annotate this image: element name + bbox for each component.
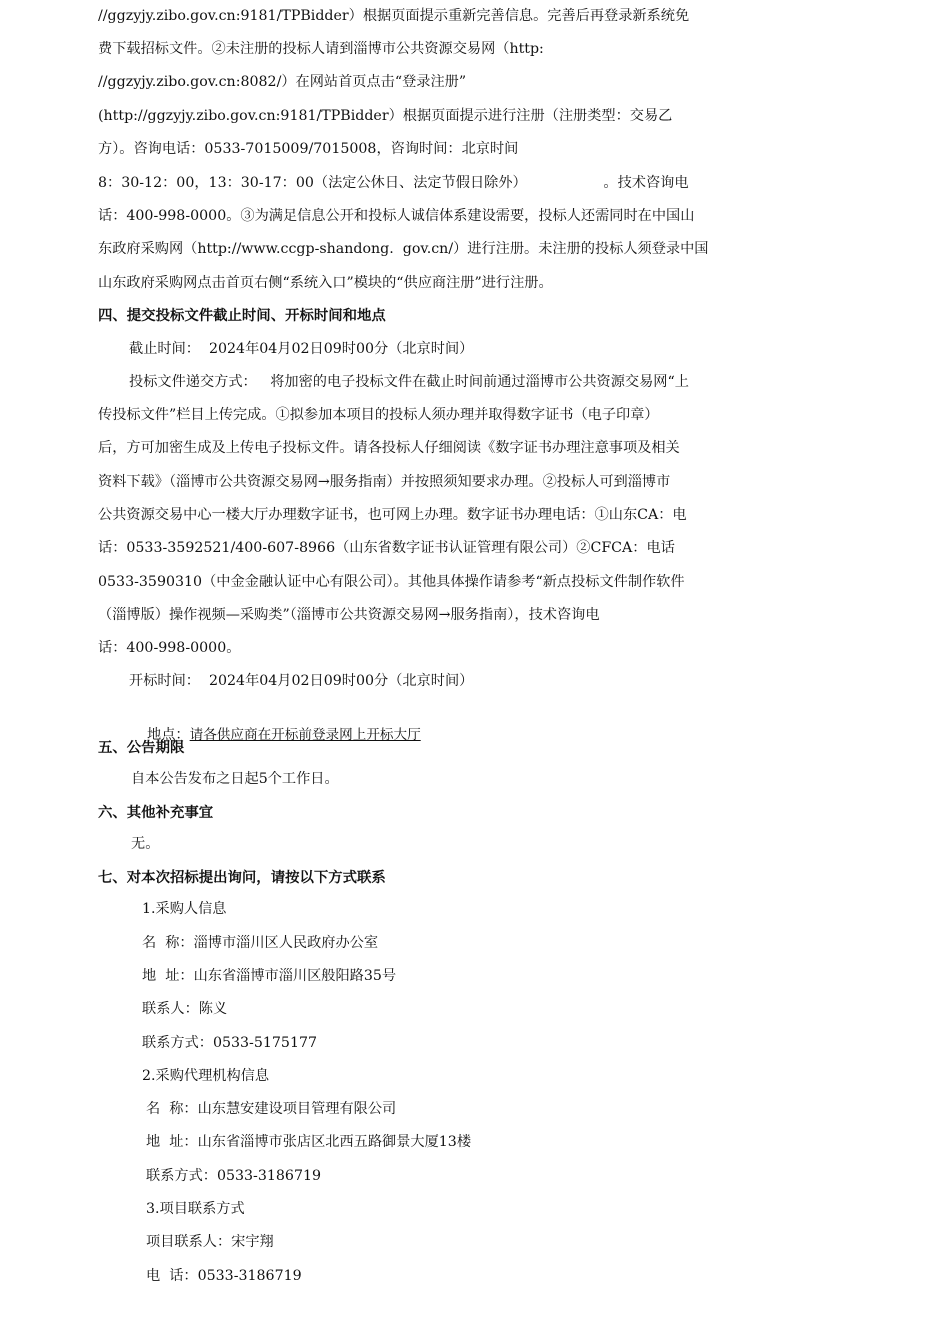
purchaser-contact: 联系人：陈义 xyxy=(142,1001,228,1017)
paragraph-line: 公共资源交易中心一楼大厅办理数字证书，也可网上办理。数字证书办理电话：①山东CA：电 xyxy=(98,507,687,523)
notice-period-text: 自本公告发布之日起5个工作日。 xyxy=(131,771,339,787)
purchaser-name: 名 称：淄博市淄川区人民政府办公室 xyxy=(142,935,379,951)
open-time-line: 开标时间： 2024年04月02日09时00分（北京时间） xyxy=(129,673,474,689)
paragraph-line: 话：0533-3592521/400-607-8966（山东省数字证书认证管理有限公司）②CFCA：电话 xyxy=(98,540,675,556)
paragraph-line: 0533-3590310（中金金融认证中心有限公司）。其他具体操作请参考“新点投标文件制作软件 xyxy=(98,574,685,590)
paragraph-line: 后，方可加密生成及上传电子投标文件。请各投标人仔细阅读《数字证书办理注意事项及相关 xyxy=(98,440,680,456)
paragraph-line: 投标文件递交方式： 将加密的电子投标文件在截止时间前通过淄博市公共资源交易网“上 xyxy=(129,374,689,390)
supplement-text: 无。 xyxy=(131,836,160,852)
section-heading-5: 五、公告期限 xyxy=(98,740,185,756)
paragraph-line: //ggzyjy.zibo.gov.cn:9181/TPBidder）根据页面提示重新完善信息。完善后再登录新系统免 xyxy=(98,8,690,24)
paragraph-line: 山东政府采购网点击首页右侧“系统入口”模块的“供应商注册”进行注册。 xyxy=(98,275,553,291)
section-heading-7: 七、对本次招标提出询问，请按以下方式联系 xyxy=(98,870,386,886)
paragraph-line: 资料下载》（淄博市公共资源交易网→服务指南）并按照须知要求办理。②投标人可到淄博市 xyxy=(98,474,671,490)
purchaser-address: 地 址：山东省淄博市淄川区般阳路35号 xyxy=(142,968,397,984)
paragraph-line: 传投标文件”栏目上传完成。①拟参加本项目的投标人须办理并取得数字证书（电子印章） xyxy=(98,407,659,423)
section-heading-4: 四、提交投标文件截止时间、开标时间和地点 xyxy=(98,308,386,324)
paragraph-line: 方）。咨询电话：0533-7015009/7015008，咨询时间：北京时间 xyxy=(98,141,519,157)
project-title: 3.项目联系方式 xyxy=(146,1201,245,1217)
paragraph-line: 话：400-998-0000。③为满足信息公开和投标人诚信体系建设需要，投标人还需同时在中国山 xyxy=(98,208,695,224)
paragraph-line: 话：400-998-0000。 xyxy=(98,640,241,656)
paragraph-line: //ggzyjy.zibo.gov.cn:8082/）在网站首页点击“登录注册” xyxy=(98,74,467,90)
deadline-line: 截止时间： 2024年04月02日09时00分（北京时间） xyxy=(129,341,474,357)
project-contact: 项目联系人：宋宇翔 xyxy=(146,1234,274,1250)
paragraph-line: 东政府采购网（http://www.ccgp-shandong. gov.cn/）进行注册。未注册的投标人须登录中国 xyxy=(98,241,709,257)
agency-phone: 联系方式：0533-3186719 xyxy=(146,1168,322,1184)
paragraph-line: 8：30-12：00，13：30-17：00（法定公休日、法定节假日除外） 。技术咨询电 xyxy=(98,175,689,191)
agency-address: 地 址：山东省淄博市张店区北西五路御景大厦13楼 xyxy=(146,1134,472,1150)
agency-name: 名 称：山东慧安建设项目管理有限公司 xyxy=(146,1101,397,1117)
paragraph-line: （淄博版）操作视频—采购类”（淄博市公共资源交易网→服务指南），技术咨询电 xyxy=(98,607,600,623)
paragraph-line: 费下载招标文件。②未注册的投标人请到淄博市公共资源交易网（http: xyxy=(98,41,544,57)
online-bid-hall-link[interactable]: 请各供应商在开标前登录网上开标大厅 xyxy=(189,727,421,743)
section-heading-6: 六、其他补充事宜 xyxy=(98,805,214,821)
project-phone: 电 话：0533-3186719 xyxy=(146,1268,302,1284)
purchaser-phone: 联系方式：0533-5175177 xyxy=(142,1035,318,1051)
paragraph-line: (http://ggzyjy.zibo.gov.cn:9181/TPBidder）根据页面提示进行注册（注册类型：交易乙 xyxy=(98,108,673,124)
agency-title: 2.采购代理机构信息 xyxy=(142,1068,270,1084)
purchaser-title: 1.采购人信息 xyxy=(142,901,227,917)
location-label: 地点： xyxy=(147,727,190,743)
